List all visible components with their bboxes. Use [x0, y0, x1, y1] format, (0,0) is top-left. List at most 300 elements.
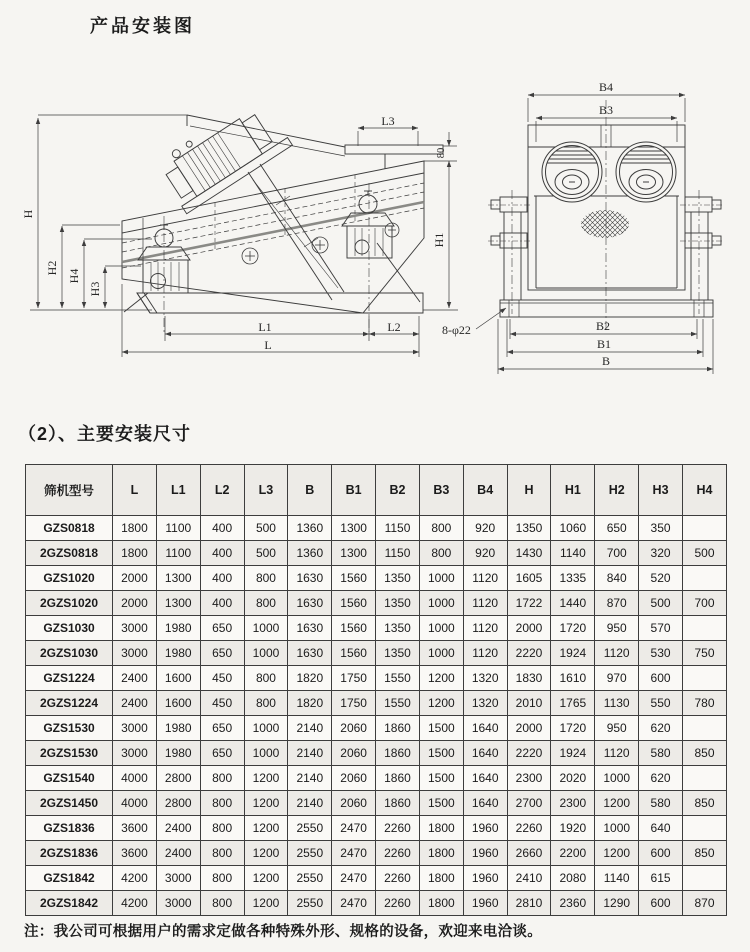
- table-header-row: [26, 465, 727, 516]
- dim-cell: 1200: [244, 816, 288, 841]
- table-row: [26, 816, 727, 841]
- dim-cell: 2000: [507, 616, 551, 641]
- dim-cell: 1150: [376, 516, 420, 541]
- model-cell: 2GZS0818: [26, 541, 113, 566]
- dim-cell: 2700: [507, 791, 551, 816]
- dim-cell: 840: [595, 566, 639, 591]
- dim-cell: 1860: [376, 741, 420, 766]
- dim-cell: 1350: [376, 566, 420, 591]
- table-row: [26, 791, 727, 816]
- header-cell: 筛机型号: [26, 465, 113, 516]
- dim-cell: 2260: [507, 816, 551, 841]
- dim-cell: 750: [682, 641, 726, 666]
- dim-cell: 1500: [419, 766, 463, 791]
- dim-cell: 1960: [463, 866, 507, 891]
- model-cell: GZS1842: [26, 866, 113, 891]
- end-view-drawing: [488, 100, 724, 332]
- dim-cell: 800: [200, 866, 244, 891]
- dim-cell: 3000: [113, 616, 157, 641]
- dim-cell: 1200: [244, 891, 288, 916]
- dim-cell: 780: [682, 691, 726, 716]
- dim-cell: 3000: [156, 891, 200, 916]
- model-cell: GZS0818: [26, 516, 113, 541]
- dim-cell: 1924: [551, 641, 595, 666]
- dim-cell: 1640: [463, 791, 507, 816]
- dim-cell: 2060: [332, 791, 376, 816]
- dim-cell: 2400: [156, 816, 200, 841]
- model-cell: 2GZS1836: [26, 841, 113, 866]
- dim-cell: 1300: [156, 566, 200, 591]
- dim-cell: 2260: [376, 866, 420, 891]
- model-cell: 2GZS1020: [26, 591, 113, 616]
- dim-cell: 640: [639, 816, 683, 841]
- dim-label-l: L: [264, 338, 272, 352]
- dim-cell: 1440: [551, 591, 595, 616]
- dim-cell: 600: [639, 891, 683, 916]
- dim-cell: 850: [682, 841, 726, 866]
- dim-cell: 2020: [551, 766, 595, 791]
- dim-cell: 1765: [551, 691, 595, 716]
- dim-cell: 800: [419, 541, 463, 566]
- dim-cell: 2200: [551, 841, 595, 866]
- dim-cell: 1630: [288, 616, 332, 641]
- dim-cell: 4000: [113, 791, 157, 816]
- dim-cell: 1610: [551, 666, 595, 691]
- dim-cell: 1960: [463, 841, 507, 866]
- dim-cell: 2140: [288, 716, 332, 741]
- dim-cell: 2360: [551, 891, 595, 916]
- dim-cell: 2410: [507, 866, 551, 891]
- dim-cell: 1550: [376, 666, 420, 691]
- dim-cell: [682, 666, 726, 691]
- dim-cell: 1560: [332, 641, 376, 666]
- model-cell: 2GZS1450: [26, 791, 113, 816]
- dim-cell: 1000: [595, 816, 639, 841]
- dim-cell: 1120: [463, 566, 507, 591]
- dim-cell: 920: [463, 516, 507, 541]
- dim-cell: 2800: [156, 791, 200, 816]
- dim-cell: 600: [639, 841, 683, 866]
- model-cell: GZS1224: [26, 666, 113, 691]
- dim-cell: 500: [244, 516, 288, 541]
- dim-cell: 1200: [244, 791, 288, 816]
- dim-label-l3: L3: [381, 114, 395, 128]
- dim-cell: 3000: [156, 866, 200, 891]
- model-cell: GZS1530: [26, 716, 113, 741]
- table-row: [26, 591, 727, 616]
- dim-cell: 1960: [463, 816, 507, 841]
- dim-cell: 400: [200, 566, 244, 591]
- dim-cell: 1720: [551, 616, 595, 641]
- dim-cell: 620: [639, 716, 683, 741]
- dim-cell: 1120: [463, 616, 507, 641]
- dim-cell: 4200: [113, 866, 157, 891]
- dim-cell: 2140: [288, 791, 332, 816]
- dim-cell: 1630: [288, 591, 332, 616]
- dim-cell: 2400: [113, 666, 157, 691]
- dim-cell: 1560: [332, 591, 376, 616]
- dim-cell: 1350: [376, 641, 420, 666]
- dim-cell: 700: [682, 591, 726, 616]
- dim-cell: 650: [200, 716, 244, 741]
- dim-cell: 1000: [419, 616, 463, 641]
- dim-cell: 800: [200, 841, 244, 866]
- dim-cell: [682, 566, 726, 591]
- dim-cell: 870: [682, 891, 726, 916]
- dim-cell: 1640: [463, 741, 507, 766]
- dim-cell: 800: [244, 566, 288, 591]
- dim-label-h: H: [21, 209, 35, 219]
- header-cell: L3: [244, 465, 288, 516]
- dim-cell: 600: [639, 666, 683, 691]
- table-row: [26, 716, 727, 741]
- model-cell: GZS1540: [26, 766, 113, 791]
- dim-cell: 450: [200, 691, 244, 716]
- dim-cell: 2810: [507, 891, 551, 916]
- dim-cell: 1800: [113, 541, 157, 566]
- dim-cell: [682, 516, 726, 541]
- dim-cell: 580: [639, 741, 683, 766]
- table-row: [26, 691, 727, 716]
- dim-cell: 1560: [332, 616, 376, 641]
- installation-dimensions-table: [25, 464, 727, 916]
- dim-cell: 1000: [244, 641, 288, 666]
- dim-cell: 2400: [113, 691, 157, 716]
- dim-cell: 1980: [156, 616, 200, 641]
- footer-note: 注：我公司可根据用户的需求定做各种特殊外形、规格的设备，欢迎来电洽谈。: [24, 924, 542, 940]
- dim-cell: 2080: [551, 866, 595, 891]
- dim-cell: 870: [595, 591, 639, 616]
- model-cell: 2GZS1530: [26, 741, 113, 766]
- dim-cell: 800: [244, 691, 288, 716]
- section-heading: （2）、主要安装尺寸: [18, 424, 192, 444]
- dim-cell: 650: [200, 741, 244, 766]
- dim-cell: 1350: [376, 616, 420, 641]
- dim-cell: 2140: [288, 741, 332, 766]
- dim-cell: 1120: [595, 741, 639, 766]
- header-cell: B1: [332, 465, 376, 516]
- dim-cell: 1290: [595, 891, 639, 916]
- model-cell: GZS1020: [26, 566, 113, 591]
- table-row: [26, 841, 727, 866]
- dim-cell: 850: [682, 791, 726, 816]
- dim-cell: 1360: [288, 516, 332, 541]
- dim-cell: 1120: [595, 641, 639, 666]
- dim-cell: 1860: [376, 791, 420, 816]
- bolt-hole-note: 8-φ22: [442, 323, 471, 337]
- dim-cell: 1820: [288, 666, 332, 691]
- dim-cell: 450: [200, 666, 244, 691]
- table-row: [26, 741, 727, 766]
- dim-cell: 320: [639, 541, 683, 566]
- dim-cell: 2550: [288, 841, 332, 866]
- dim-cell: 1500: [419, 791, 463, 816]
- model-cell: GZS1030: [26, 616, 113, 641]
- dim-cell: 4200: [113, 891, 157, 916]
- dim-cell: 2470: [332, 816, 376, 841]
- dim-cell: 2220: [507, 641, 551, 666]
- dim-cell: 1200: [244, 866, 288, 891]
- dim-cell: 1300: [332, 516, 376, 541]
- dim-cell: 950: [595, 716, 639, 741]
- dim-cell: 1560: [332, 566, 376, 591]
- dim-cell: 2060: [332, 766, 376, 791]
- dim-cell: 1350: [376, 591, 420, 616]
- model-cell: 2GZS1030: [26, 641, 113, 666]
- dim-label-l2: L2: [387, 320, 401, 334]
- dim-cell: 1980: [156, 716, 200, 741]
- dim-cell: 400: [200, 516, 244, 541]
- dim-cell: 2800: [156, 766, 200, 791]
- product-installation-diagram: [0, 0, 750, 415]
- dim-cell: [682, 616, 726, 641]
- dim-cell: 1800: [113, 516, 157, 541]
- dim-cell: 1820: [288, 691, 332, 716]
- dim-cell: 2660: [507, 841, 551, 866]
- dim-cell: 650: [200, 616, 244, 641]
- dim-cell: 2470: [332, 891, 376, 916]
- dim-cell: 1200: [595, 841, 639, 866]
- table-row: [26, 891, 727, 916]
- table-row: [26, 566, 727, 591]
- dim-cell: 1300: [156, 591, 200, 616]
- dim-cell: 1200: [419, 666, 463, 691]
- dim-cell: 1605: [507, 566, 551, 591]
- dim-cell: 800: [200, 791, 244, 816]
- dim-cell: 1800: [419, 891, 463, 916]
- dimension-table-body: [26, 516, 727, 916]
- dim-cell: 615: [639, 866, 683, 891]
- dim-cell: [682, 866, 726, 891]
- dim-cell: 1320: [463, 666, 507, 691]
- dim-cell: 1360: [288, 541, 332, 566]
- dim-cell: 850: [682, 741, 726, 766]
- dim-cell: 2260: [376, 841, 420, 866]
- header-cell: L1: [156, 465, 200, 516]
- dim-cell: 500: [639, 591, 683, 616]
- dim-cell: 1860: [376, 716, 420, 741]
- header-cell: B4: [463, 465, 507, 516]
- dim-cell: 2550: [288, 866, 332, 891]
- table-row: [26, 616, 727, 641]
- dim-cell: 1924: [551, 741, 595, 766]
- dim-cell: 1200: [244, 841, 288, 866]
- dim-cell: 1000: [595, 766, 639, 791]
- dim-cell: 3000: [113, 741, 157, 766]
- dim-cell: [682, 816, 726, 841]
- header-cell: H1: [551, 465, 595, 516]
- dim-cell: 920: [463, 541, 507, 566]
- dim-cell: 520: [639, 566, 683, 591]
- dim-cell: 500: [682, 541, 726, 566]
- table-row: [26, 866, 727, 891]
- dim-cell: 1130: [595, 691, 639, 716]
- dim-cell: 800: [244, 666, 288, 691]
- dim-cell: 970: [595, 666, 639, 691]
- header-cell: H: [507, 465, 551, 516]
- dim-cell: 3000: [113, 716, 157, 741]
- dim-cell: 1640: [463, 716, 507, 741]
- model-cell: 2GZS1224: [26, 691, 113, 716]
- dim-cell: 1335: [551, 566, 595, 591]
- header-cell: B3: [419, 465, 463, 516]
- dim-cell: 1722: [507, 591, 551, 616]
- dim-cell: [682, 716, 726, 741]
- dim-cell: 700: [595, 541, 639, 566]
- table-row: [26, 766, 727, 791]
- dim-cell: 1120: [463, 641, 507, 666]
- header-cell: L: [113, 465, 157, 516]
- page-title: 产品安装图: [90, 16, 195, 36]
- dim-cell: 2470: [332, 841, 376, 866]
- dim-cell: 1100: [156, 516, 200, 541]
- dim-cell: 1750: [332, 691, 376, 716]
- dim-label-b1: B1: [596, 337, 612, 351]
- dim-cell: 1750: [332, 666, 376, 691]
- dim-cell: 570: [639, 616, 683, 641]
- dim-cell: 1550: [376, 691, 420, 716]
- table-row: [26, 516, 727, 541]
- left-spring-support: [138, 216, 190, 332]
- dim-cell: 2400: [156, 841, 200, 866]
- dim-cell: [682, 766, 726, 791]
- right-mount-bracket: [680, 190, 724, 314]
- dim-cell: 4000: [113, 766, 157, 791]
- dim-cell: 2550: [288, 891, 332, 916]
- left-mount-bracket: [488, 190, 532, 314]
- dim-label-b2: B2: [595, 319, 611, 333]
- dim-cell: 3600: [113, 841, 157, 866]
- dim-cell: 650: [200, 641, 244, 666]
- dim-label-l1: L1: [258, 320, 272, 334]
- dim-cell: 1150: [376, 541, 420, 566]
- table-row: [26, 666, 727, 691]
- dim-cell: 950: [595, 616, 639, 641]
- dim-cell: 1140: [595, 866, 639, 891]
- dim-cell: 1200: [244, 766, 288, 791]
- side-view-drawing: [122, 95, 443, 332]
- dim-cell: 800: [200, 891, 244, 916]
- dim-cell: 2550: [288, 816, 332, 841]
- dim-label-h4: H4: [67, 268, 81, 284]
- dim-cell: 1000: [244, 716, 288, 741]
- dim-cell: 1320: [463, 691, 507, 716]
- dim-cell: 1500: [419, 741, 463, 766]
- dim-cell: 3600: [113, 816, 157, 841]
- dim-cell: 550: [639, 691, 683, 716]
- dim-cell: 1980: [156, 641, 200, 666]
- dim-cell: 650: [595, 516, 639, 541]
- dim-cell: 800: [419, 516, 463, 541]
- dim-cell: 1920: [551, 816, 595, 841]
- dim-cell: 3000: [113, 641, 157, 666]
- dim-cell: 350: [639, 516, 683, 541]
- dim-cell: 400: [200, 541, 244, 566]
- dim-cell: 1630: [288, 566, 332, 591]
- dim-cell: 1000: [244, 616, 288, 641]
- dim-cell: 1800: [419, 841, 463, 866]
- header-cell: B: [288, 465, 332, 516]
- dim-cell: 2060: [332, 741, 376, 766]
- dim-label-h1: H1: [432, 232, 446, 248]
- dim-cell: 1640: [463, 766, 507, 791]
- model-cell: 2GZS1842: [26, 891, 113, 916]
- dim-cell: 2140: [288, 766, 332, 791]
- dim-cell: 1430: [507, 541, 551, 566]
- dim-cell: 1000: [244, 741, 288, 766]
- dim-label-h3: H3: [88, 281, 102, 297]
- vibrator-motor: [154, 95, 292, 214]
- dim-cell: 1600: [156, 666, 200, 691]
- dim-cell: 1720: [551, 716, 595, 741]
- dim-cell: 530: [639, 641, 683, 666]
- dim-cell: 2060: [332, 716, 376, 741]
- dim-cell: 800: [244, 591, 288, 616]
- table-row: [26, 641, 727, 666]
- dim-cell: 620: [639, 766, 683, 791]
- dim-label-b3: B3: [598, 103, 614, 117]
- header-cell: H3: [639, 465, 683, 516]
- dim-label-80: 80: [436, 147, 447, 159]
- dim-label-b4: B4: [598, 80, 614, 94]
- dim-cell: 2010: [507, 691, 551, 716]
- dim-cell: 1100: [156, 541, 200, 566]
- dim-cell: 580: [639, 791, 683, 816]
- dim-cell: 2470: [332, 866, 376, 891]
- dim-cell: 1000: [419, 641, 463, 666]
- right-spring-support: [342, 183, 394, 332]
- dim-cell: 1630: [288, 641, 332, 666]
- dim-cell: 2300: [551, 791, 595, 816]
- table-row: [26, 541, 727, 566]
- dim-cell: 1000: [419, 591, 463, 616]
- dim-cell: 1140: [551, 541, 595, 566]
- dim-cell: 1830: [507, 666, 551, 691]
- dim-cell: 2000: [113, 591, 157, 616]
- dim-cell: 2260: [376, 816, 420, 841]
- dim-cell: 1200: [595, 791, 639, 816]
- dim-cell: 800: [200, 766, 244, 791]
- header-cell: B2: [376, 465, 420, 516]
- dim-cell: 1350: [507, 516, 551, 541]
- dim-label-b: B: [601, 354, 611, 368]
- dim-cell: 1600: [156, 691, 200, 716]
- dim-cell: 2300: [507, 766, 551, 791]
- dim-cell: 800: [200, 816, 244, 841]
- dim-cell: 2000: [113, 566, 157, 591]
- dim-cell: 1960: [463, 891, 507, 916]
- dim-cell: 1120: [463, 591, 507, 616]
- dim-label-h2: H2: [45, 260, 59, 276]
- dim-cell: 1000: [419, 566, 463, 591]
- model-cell: GZS1836: [26, 816, 113, 841]
- dim-cell: 1300: [332, 541, 376, 566]
- header-cell: H4: [682, 465, 726, 516]
- dim-cell: 1500: [419, 716, 463, 741]
- dim-cell: 1800: [419, 866, 463, 891]
- dim-cell: 1060: [551, 516, 595, 541]
- dim-cell: 2000: [507, 716, 551, 741]
- header-cell: L2: [200, 465, 244, 516]
- dim-cell: 1860: [376, 766, 420, 791]
- dim-cell: 2220: [507, 741, 551, 766]
- dim-cell: 1800: [419, 816, 463, 841]
- dim-cell: 1200: [419, 691, 463, 716]
- dim-cell: 2260: [376, 891, 420, 916]
- dim-cell: 1980: [156, 741, 200, 766]
- dim-cell: 500: [244, 541, 288, 566]
- dim-cell: 400: [200, 591, 244, 616]
